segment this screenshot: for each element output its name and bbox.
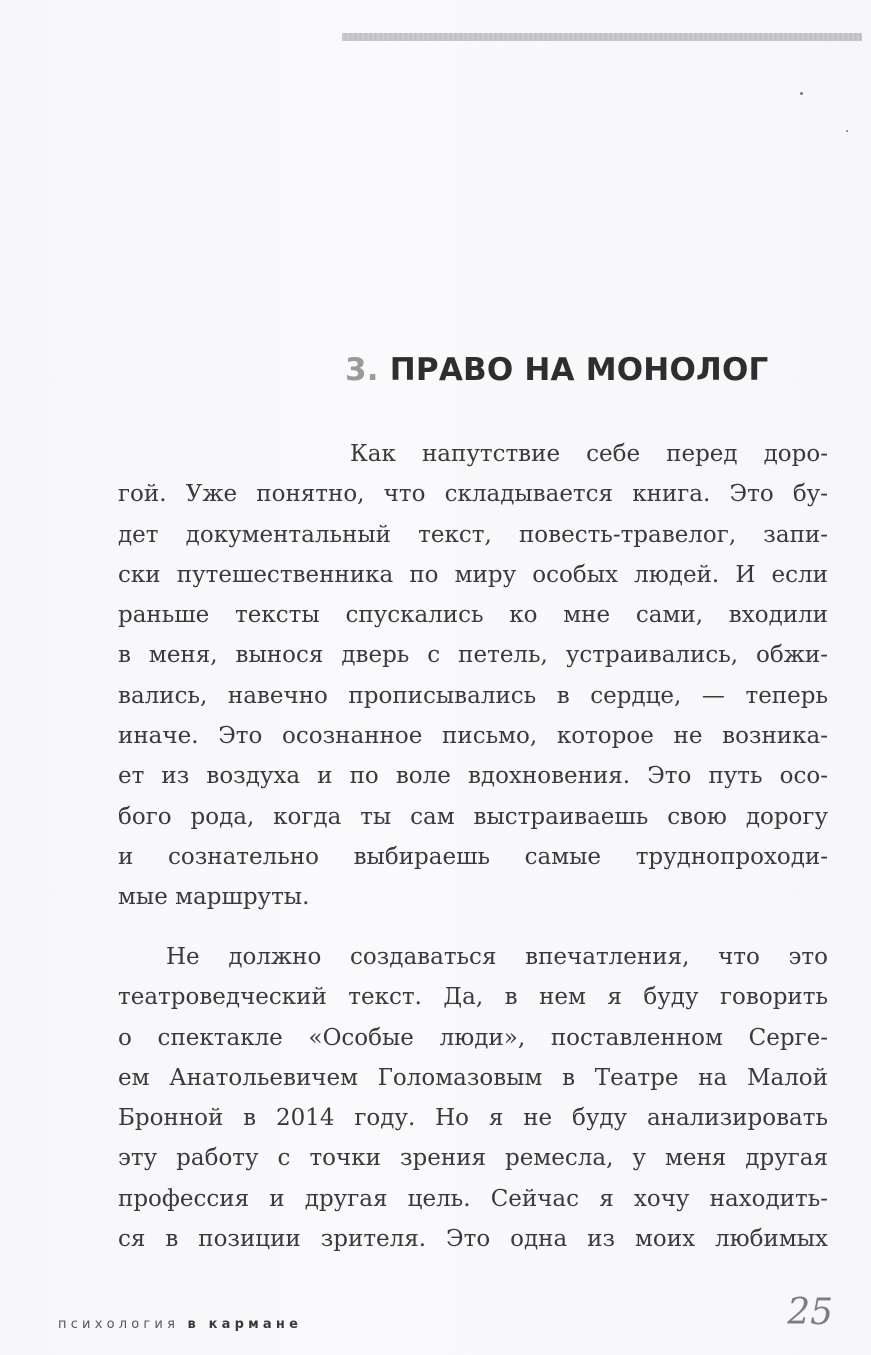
paragraph-line: в меня, вынося дверь с петель, устраивались, обжи- [118,642,828,669]
paragraph-line: Не должно создаваться впечатления, что это [166,944,828,970]
paragraph-line: Бронной в 2014 году. Но я не буду анализировать [118,1105,828,1132]
paragraph-line: ем Анатольевичем Голомазовым в Театре на Малой [118,1064,828,1091]
paragraph-line: и сознательно выбираешь самые труднопроходи- [118,843,828,870]
paragraph-line: профессия и другая цель. Сейчас я хочу находить- [118,1185,828,1212]
paragraph-line: Как напутствие себе перед доро- [350,441,828,467]
series-title [58,1317,302,1332]
paragraph-line: о спектакле «Особые люди», поставленном Серге- [118,1024,828,1051]
paragraph-line: ся в позиции зрителя. Это одна из моих любимых [118,1226,828,1253]
paragraph-line: ски путешественника по миру особых людей. И если [118,561,828,588]
paragraph-line: дет документальный текст, повесть-травелог, запи- [118,521,828,548]
print-speck [800,92,803,95]
series-title-light: психология [58,1317,180,1332]
paragraph-2 [118,937,828,1259]
paragraph-line: театроведческий текст. Да, в нем я буду говорить [118,984,828,1011]
chapter-number: 3. [345,352,379,388]
series-title-bold: в кармане [187,1317,303,1332]
page-number: 25 [787,1292,833,1333]
paragraph-line: иначе. Это осознанное письмо, которое не возника- [118,723,828,750]
top-decorative-rule [342,33,862,41]
paragraph-line: бого рода, когда ты сам выстраиваешь свою дорогу [118,803,828,830]
paragraph-line: мые маршруты. [118,884,310,911]
paragraph-line: раньше тексты спускались ко мне сами, входили [118,602,828,629]
print-speck [846,130,848,132]
paragraph-line: гой. Уже понятно, что складывается книга. Это бу- [118,481,828,508]
chapter-heading [345,352,768,388]
paragraph-line: ет из воздуха и по воле вдохновения. Это путь осо- [118,763,828,790]
paragraph-line: эту работу с точки зрения ремесла, у меня другая [118,1145,828,1172]
paragraph-1 [118,434,828,918]
chapter-title: ПРАВО НА МОНОЛОГ [389,352,769,388]
paragraph-line: вались, навечно прописывались в сердце, — теперь [118,682,828,709]
